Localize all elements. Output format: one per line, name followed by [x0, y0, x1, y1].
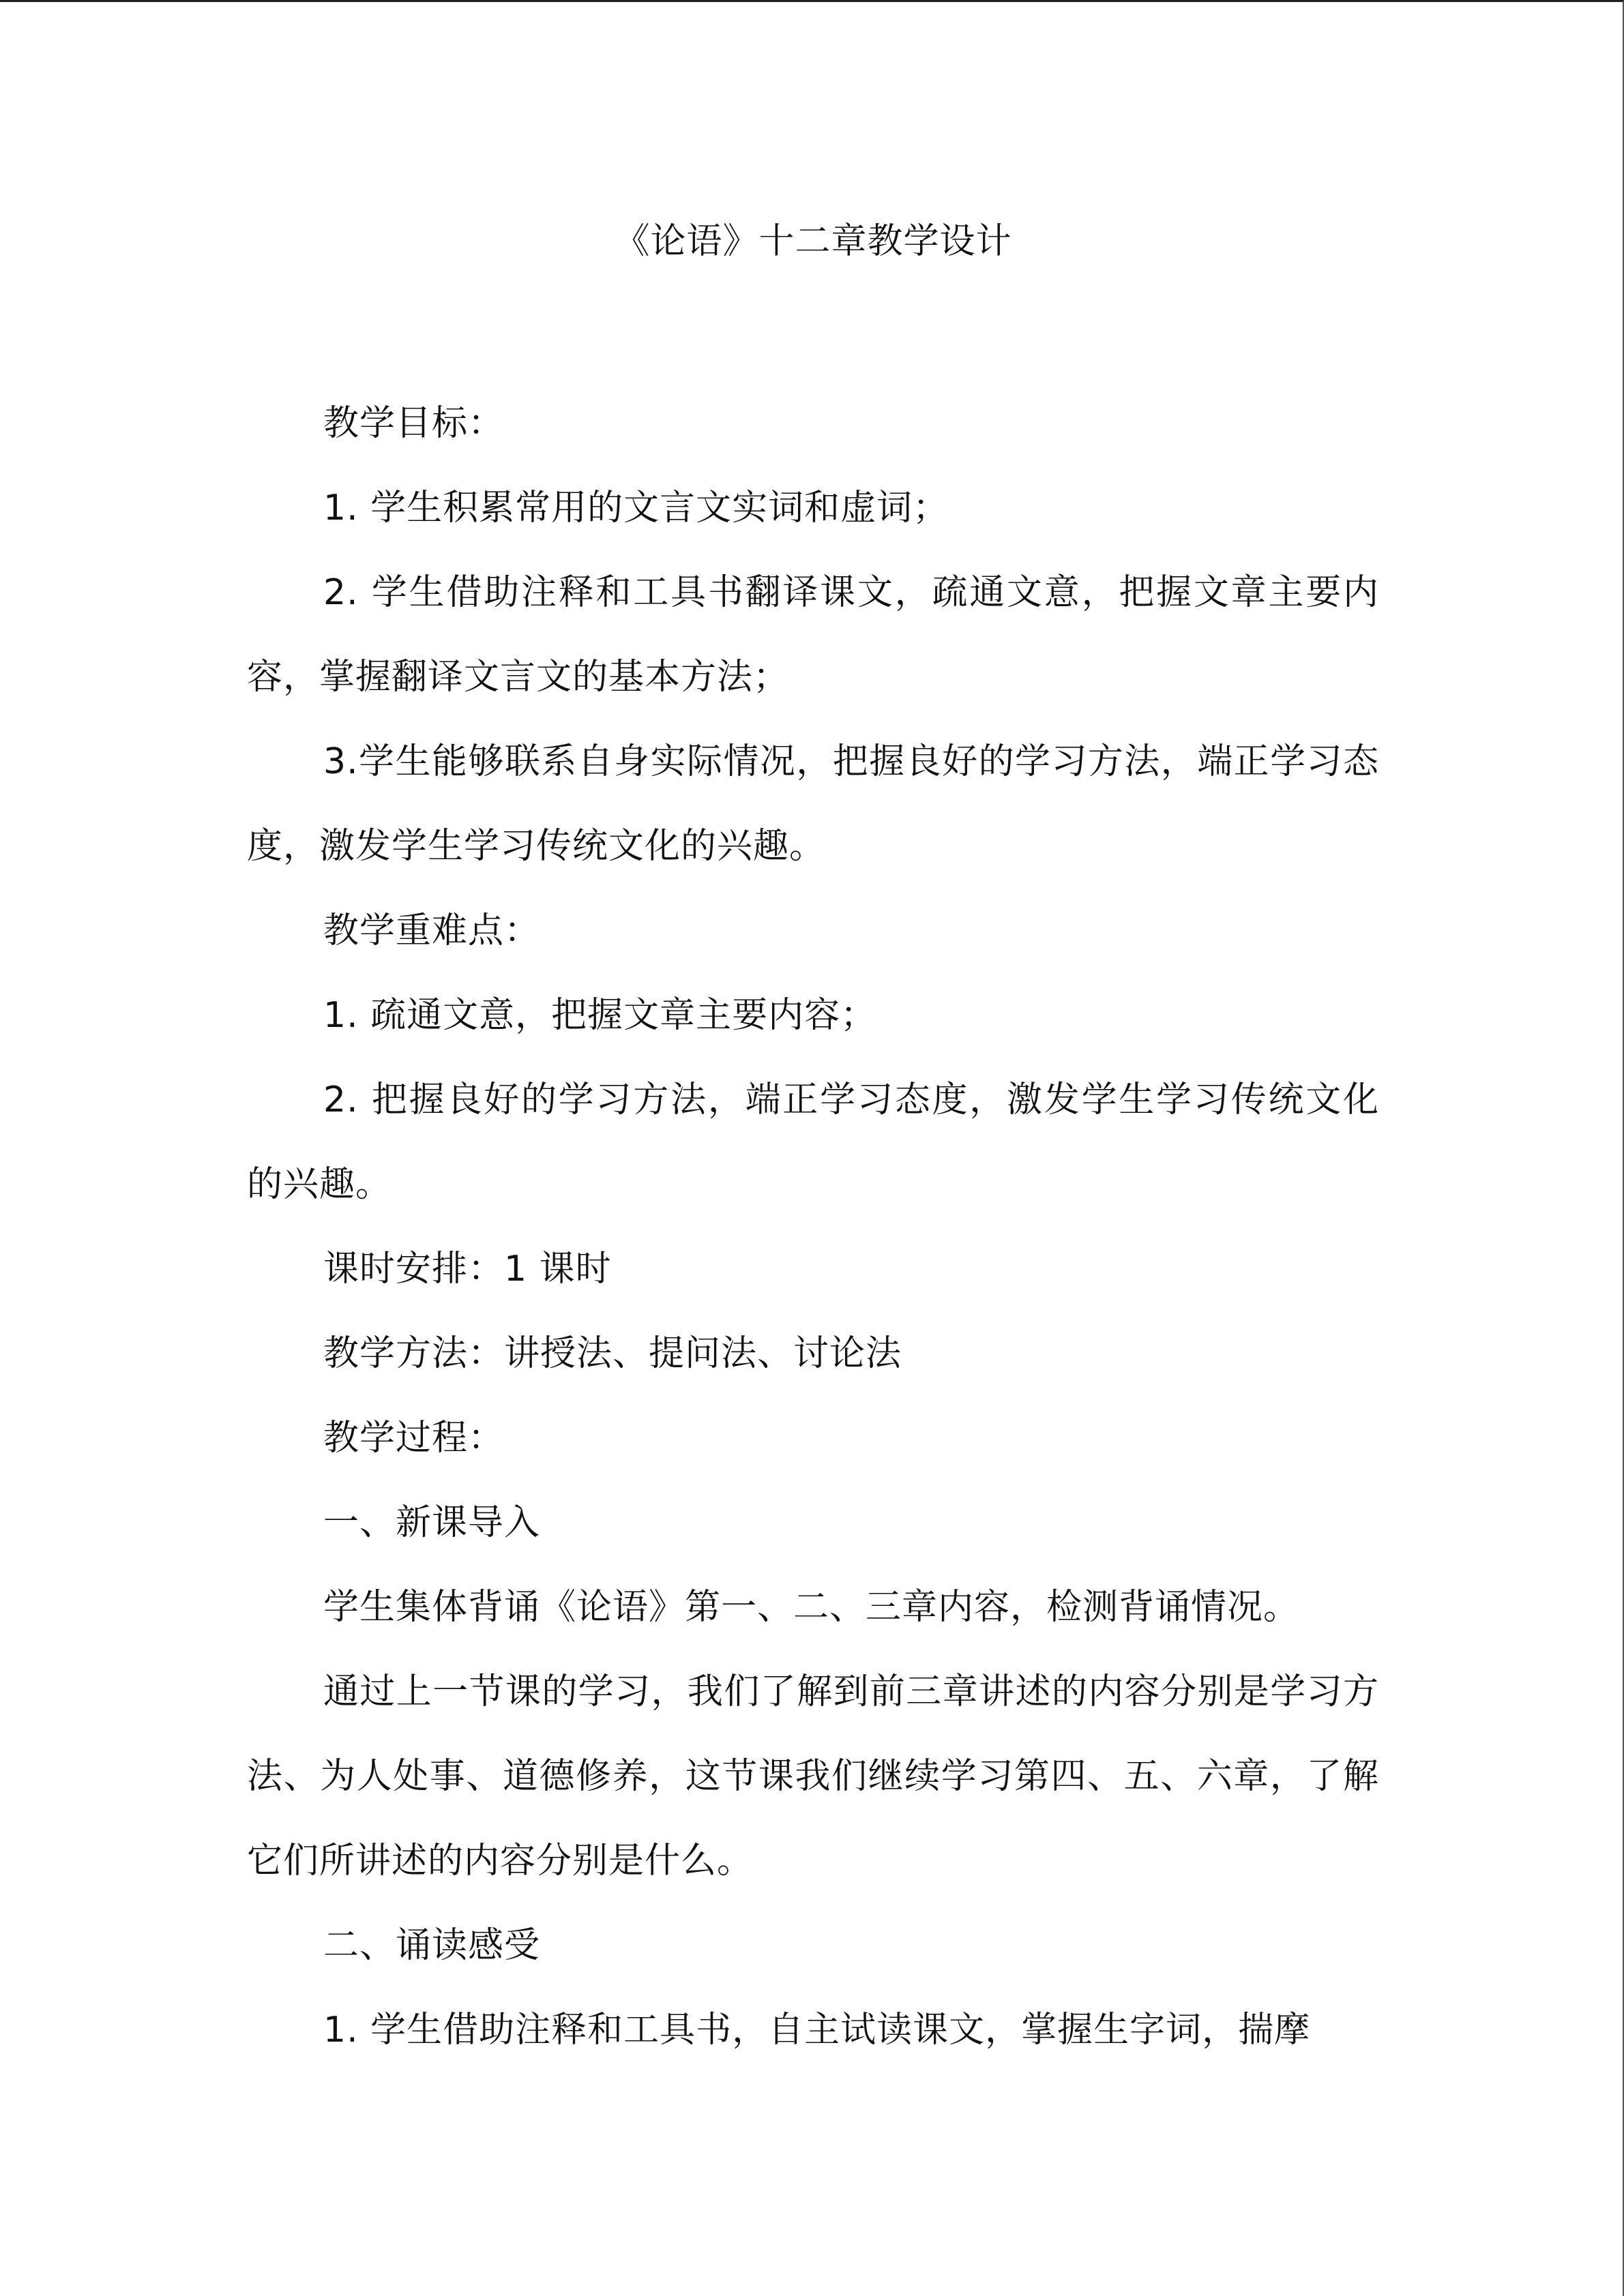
- paragraph-section-2-heading: 二、诵读感受: [323, 1925, 541, 1966]
- paragraph-process-heading: 教学过程：: [323, 1418, 505, 1459]
- paragraph-goal-1: 1. 学生积累常用的文言文实词和虚词；: [323, 488, 949, 528]
- paragraph-section-1-heading: 一、新课导入: [323, 1502, 541, 1543]
- paragraph-section-2-item-1: 1. 学生借助注释和工具书，自主试读课文，掌握生字词，揣摩: [323, 2010, 1311, 2051]
- paragraph-goal-3: 3.学生能够联系自身实际情况，把握良好的学习方法，端正学习态度，激发学生学习传统文化的兴趣。: [247, 741, 1379, 867]
- paragraph-methods: 教学方法：讲授法、提问法、讨论法: [323, 1333, 902, 1374]
- paragraph-teaching-goals-heading: 教学目标：: [323, 403, 505, 444]
- paragraph-schedule: 课时安排：1 课时: [323, 1249, 612, 1289]
- paragraph-key-point-2: 2. 把握良好的学习方法，端正学习态度，激发学生学习传统文化的兴趣。: [247, 1079, 1379, 1205]
- paragraph-section-1-recite: 学生集体背诵《论语》第一、二、三章内容，检测背诵情况。: [323, 1587, 1300, 1628]
- paragraph-section-1-review: 通过上一节课的学习，我们了解到前三章讲述的内容分别是学习方法、为人处事、道德修养，这节课我们继续学习第四、五、六章，了解它们所讲述的内容分别是什么。: [247, 1671, 1379, 1881]
- paragraph-goal-2: 2. 学生借助注释和工具书翻译课文，疏通文意，把握文章主要内容，掌握翻译文言文的基本方法；: [247, 572, 1379, 698]
- paragraph-key-points-heading: 教学重难点：: [323, 910, 541, 951]
- document-title: 《论语》十二章教学设计: [614, 221, 1012, 262]
- paragraph-key-point-1: 1. 疏通文意，把握文章主要内容；: [323, 995, 877, 1036]
- document-body: [247, 381, 1379, 2072]
